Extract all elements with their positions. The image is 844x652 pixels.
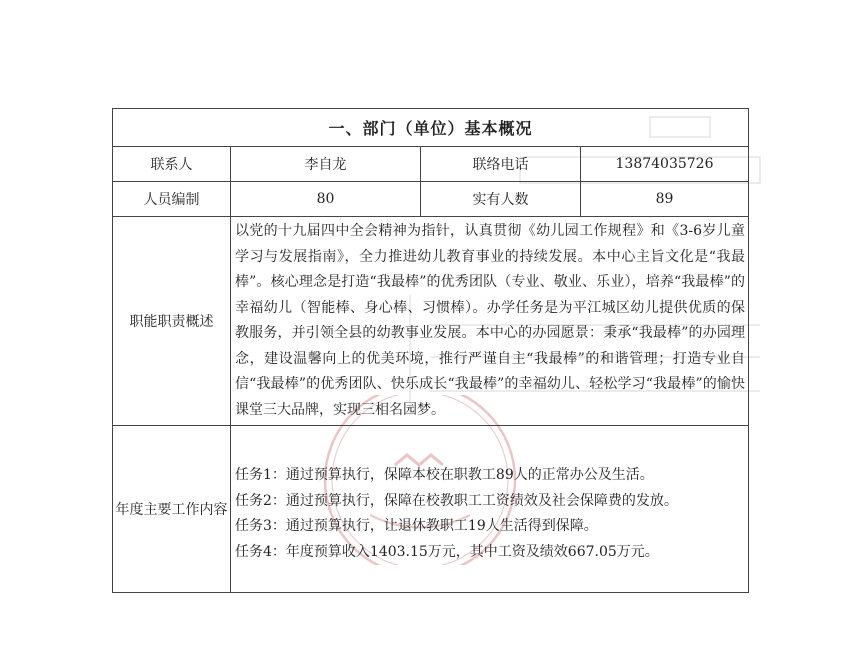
staff-label: 人员编制 bbox=[113, 182, 231, 217]
phone-value: 13874035726 bbox=[581, 147, 749, 182]
work-cell bbox=[231, 426, 749, 593]
actual-label: 实有人数 bbox=[421, 182, 581, 217]
task-item: 任务3：通过预算执行，让退休教职工19人生活得到保障。 bbox=[235, 518, 598, 534]
task-item: 任务1：通过预算执行，保障本校在职教工89人的正常办公及生活。 bbox=[235, 467, 654, 483]
duty-text: 以党的十九届四中全会精神为指针，认真贯彻《幼儿园工作规程》和《3-6岁儿童学习与发展指南》，全力推进幼儿教育事业的持续发展。本中心主旨文化是“我最棒”。核心理念是打造“我最棒”的优秀团队（专业、敬业、乐业），培养“我最棒”的幸福幼儿（智能棒、身心棒、习惯棒）。办学任务是为平江城区幼儿提供优质的保教服务，并引领全县的幼教事业发展。本中心的办园愿景：秉承“我最棒”的办园理念，建设温馨向上的优美环境，推行严谨自主“我最棒”的和谐管理；打造专业自信“我最棒”的优秀团队、快乐成长“我最棒”的幸福幼儿、轻松学习“我最棒”的愉快课堂三大品牌，实现三相名园梦。 bbox=[235, 223, 746, 418]
duty-label: 职能职责概述 bbox=[113, 217, 231, 426]
basic-info-table bbox=[112, 108, 749, 593]
contact-value: 李自龙 bbox=[231, 147, 421, 182]
table-title: 一、部门（单位）基本概况 bbox=[113, 109, 749, 147]
staff-value: 80 bbox=[231, 182, 421, 217]
task-list bbox=[231, 443, 748, 575]
contact-label: 联系人 bbox=[113, 147, 231, 182]
duty-cell bbox=[231, 217, 749, 426]
actual-value: 89 bbox=[581, 182, 749, 217]
phone-label: 联络电话 bbox=[421, 147, 581, 182]
task-item: 任务4：年度预算收入1403.15万元，其中工资及绩效667.05万元。 bbox=[235, 543, 659, 560]
task-item: 任务2：通过预算执行，保障在校教职工工资绩效及社会保障费的发放。 bbox=[235, 492, 678, 509]
work-label: 年度主要工作内容 bbox=[113, 426, 231, 593]
